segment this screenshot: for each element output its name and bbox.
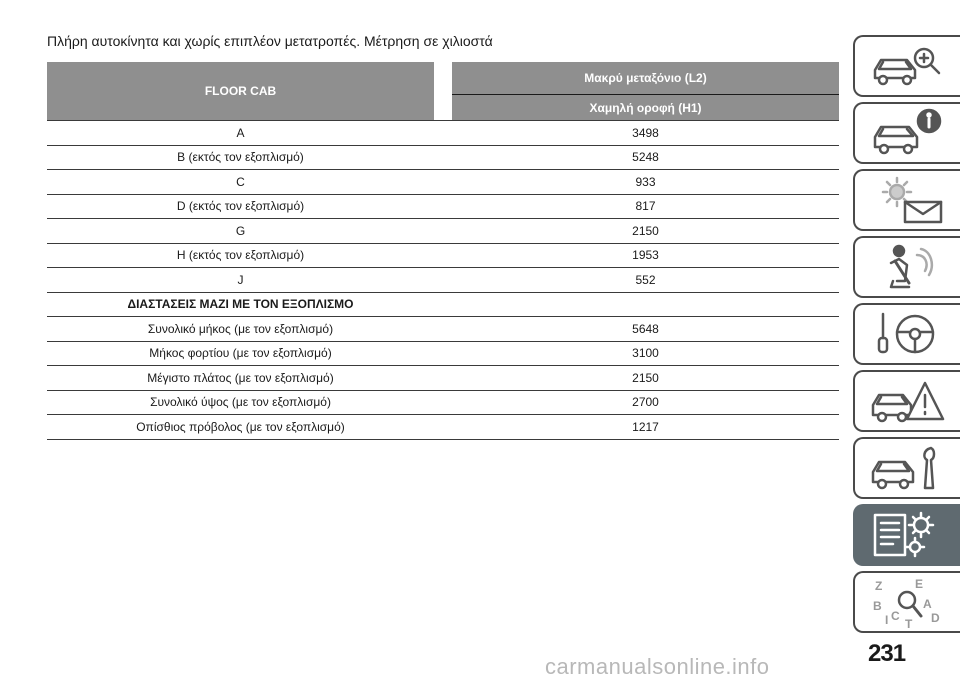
header-floor-cab: FLOOR CAB	[47, 62, 434, 121]
row-value: 552	[452, 268, 839, 293]
header-gap	[434, 62, 452, 121]
table-row	[47, 268, 839, 293]
warning-light-envelope-icon	[869, 174, 947, 226]
car-warning-triangle-icon	[869, 375, 947, 427]
seatbelt-airbag-icon	[869, 241, 947, 293]
row-value: 3498	[452, 121, 839, 146]
table-row	[47, 243, 839, 268]
row-value: 3100	[452, 341, 839, 366]
row-label: H (εκτός τον εξοπλισμό)	[47, 243, 434, 268]
table-row	[47, 366, 839, 391]
header-low-roof: Χαμηλή οροφή (H1)	[452, 95, 839, 121]
index-letter: E	[914, 577, 923, 591]
table-row	[47, 317, 839, 342]
row-value	[452, 292, 839, 317]
watermark: carmanualsonline.info	[545, 654, 770, 679]
row-gap	[434, 390, 452, 415]
row-label: C	[47, 170, 434, 195]
row-gap	[434, 194, 452, 219]
row-gap	[434, 121, 452, 146]
tab-emergency[interactable]	[853, 370, 960, 432]
row-gap	[434, 341, 452, 366]
row-label: B (εκτός τον εξοπλισμό)	[47, 145, 434, 170]
index-letter: B	[872, 599, 882, 613]
table-row	[47, 145, 839, 170]
header-long-wheelbase: Μακρύ μεταξόνιο (L2)	[452, 62, 839, 95]
row-gap	[434, 170, 452, 195]
row-label: ΔΙΑΣΤΑΣΕΙΣ ΜΑΖΙ ΜΕ ΤΟΝ ΕΞΟΠΛΙΣΜΟ	[47, 292, 434, 317]
row-label: Μέγιστο πλάτος (με τον εξοπλισμό)	[47, 366, 434, 391]
row-gap	[434, 415, 452, 440]
row-gap	[434, 292, 452, 317]
index-letter: D	[930, 611, 940, 625]
alphabet-index-icon	[869, 576, 947, 628]
row-value: 2700	[452, 390, 839, 415]
tab-maintenance[interactable]	[853, 437, 960, 499]
table-row	[47, 121, 839, 146]
table-row	[47, 170, 839, 195]
table-row	[47, 194, 839, 219]
car-search-icon	[869, 40, 947, 92]
index-letter: Z	[874, 579, 882, 593]
index-letter: T	[904, 617, 912, 628]
row-label: A	[47, 121, 434, 146]
row-value: 933	[452, 170, 839, 195]
tab-alphabetical-index[interactable]	[853, 571, 960, 633]
tab-warning-lights[interactable]	[853, 169, 960, 231]
table-row	[47, 415, 839, 440]
table-row	[47, 292, 839, 317]
row-gap	[434, 317, 452, 342]
tab-car-info[interactable]	[853, 102, 960, 164]
row-label: J	[47, 268, 434, 293]
tab-car-search[interactable]	[853, 35, 960, 97]
row-gap	[434, 268, 452, 293]
row-gap	[434, 243, 452, 268]
row-label: Μήκος φορτίου (με τον εξοπλισμό)	[47, 341, 434, 366]
row-value: 1953	[452, 243, 839, 268]
index-letter: C	[890, 609, 900, 623]
table-row	[47, 341, 839, 366]
car-wrench-icon	[869, 442, 947, 494]
row-label: Συνολικό ύψος (με τον εξοπλισμό)	[47, 390, 434, 415]
specs-gears-icon	[869, 509, 947, 561]
key-steering-wheel-icon	[869, 308, 947, 360]
table-row	[47, 390, 839, 415]
row-gap	[434, 219, 452, 244]
row-value: 5248	[452, 145, 839, 170]
row-gap	[434, 145, 452, 170]
index-letter: I	[884, 613, 888, 627]
dimensions-table	[47, 62, 839, 440]
row-label: Συνολικό μήκος (με τον εξοπλισμό)	[47, 317, 434, 342]
table-row	[47, 219, 839, 244]
car-info-icon	[869, 107, 947, 159]
row-label: Οπίσθιος πρόβολος (με τον εξοπλισμό)	[47, 415, 434, 440]
index-letter: A	[922, 597, 932, 611]
table-body	[47, 121, 839, 440]
row-value: 2150	[452, 366, 839, 391]
page-heading: Πλήρη αυτοκίνητα και χωρίς επιπλέον μετατροπές. Μέτρηση σε χιλιοστά	[47, 33, 493, 49]
tab-safety[interactable]	[853, 236, 960, 298]
tab-starting-driving[interactable]	[853, 303, 960, 365]
row-label: G	[47, 219, 434, 244]
row-value: 1217	[452, 415, 839, 440]
row-gap	[434, 366, 452, 391]
page-number: 231	[868, 640, 906, 667]
tab-technical-specs[interactable]	[853, 504, 960, 566]
row-value: 2150	[452, 219, 839, 244]
row-label: D (εκτός τον εξοπλισμό)	[47, 194, 434, 219]
row-value: 5648	[452, 317, 839, 342]
row-value: 817	[452, 194, 839, 219]
